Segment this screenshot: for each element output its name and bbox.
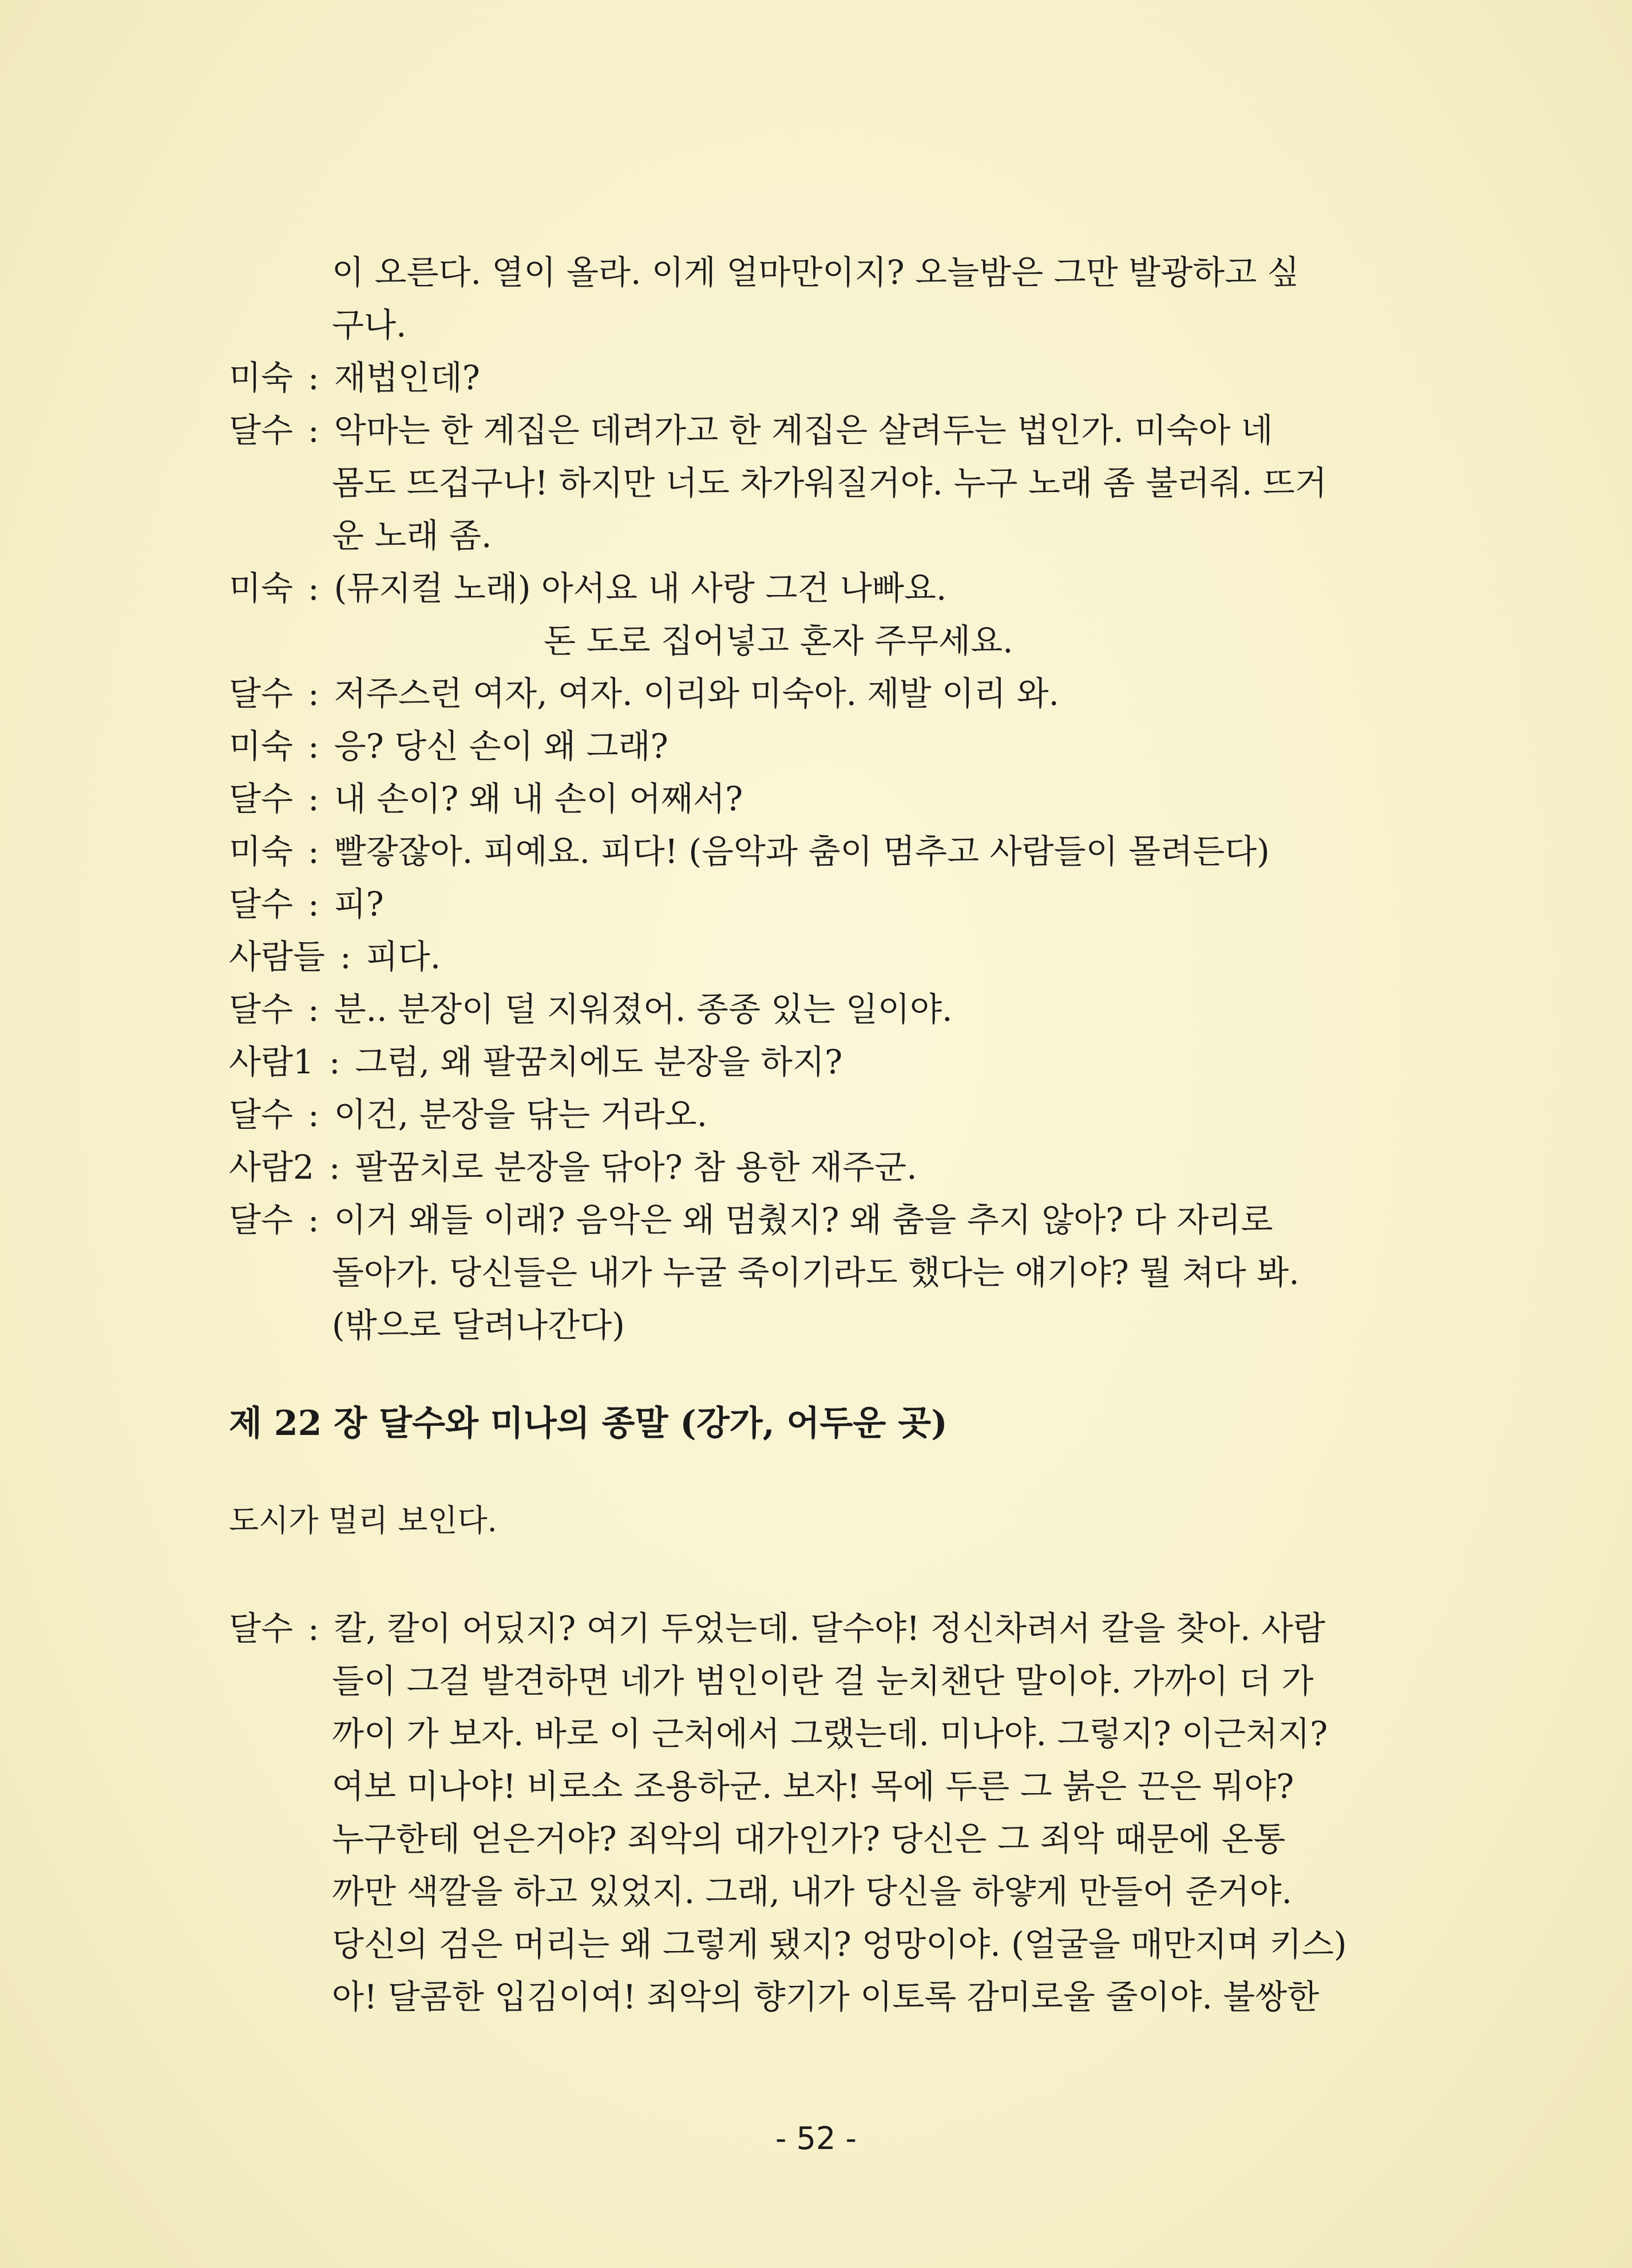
speaker-name: 달수	[229, 674, 294, 713]
dialogue-text: (뮤지컬 노래) 아서요 내 사랑 그건 나빠요.	[334, 569, 947, 608]
dialogue-text: 재법인데?	[334, 358, 480, 397]
continuation-line: (밖으로 달려나간다)	[332, 1306, 625, 1345]
dialogue-text: 내 손이? 왜 내 손이 어째서?	[334, 779, 743, 818]
speaker-separator: :	[308, 411, 319, 450]
song-lyric-line: 돈 도로 집어넣고 혼자 주무세요.	[544, 621, 1013, 660]
continuation-line: 돌아가. 당신들은 내가 누굴 죽이기라도 했다는 얘기야? 뭘 쳐다 봐.	[332, 1253, 1300, 1292]
dialogue-line	[229, 878, 1385, 930]
speaker-name: 달수	[229, 1200, 294, 1239]
continuation-line: 들이 그걸 발견하면 네가 범인이란 걸 눈치챈단 말이야. 가까이 더 가	[332, 1662, 1314, 1700]
spacer	[229, 1547, 1385, 1602]
speaker-separator: :	[308, 832, 319, 871]
dialogue-line	[229, 1141, 1385, 1194]
speaker-separator: :	[308, 727, 319, 766]
dialogue-text: 피?	[334, 885, 384, 923]
dialogue-line	[229, 562, 1385, 614]
continuation-line: 당신의 검은 머리는 왜 그렇게 됐지? 엉망이야. (얼굴을 매만지며 키스)	[332, 1925, 1347, 1964]
dialogue-line	[229, 983, 1385, 1036]
speaker-separator: :	[308, 1200, 319, 1239]
dialogue-text: 팔꿈치로 분장을 닦아? 참 용한 재주군.	[355, 1148, 917, 1187]
speaker-name: 달수	[229, 779, 294, 818]
dialogue-line	[229, 720, 1385, 772]
dialogue-text: 그럼, 왜 팔꿈치에도 분장을 하지?	[355, 1042, 843, 1081]
continuation-line: 이 오른다. 열이 올라. 이게 얼마만이지? 오늘밤은 그만 발광하고 싶	[332, 253, 1300, 292]
dialogue-text: 저주스런 여자, 여자. 이리와 미숙아. 제발 이리 와.	[334, 674, 1059, 713]
speaker-name: 사람1	[229, 1042, 314, 1081]
continuation-line: 몸도 뜨겁구나! 하지만 너도 차가워질거야. 누구 노래 좀 불러줘. 뜨거	[332, 463, 1327, 502]
dialogue-text: 이건, 분장을 닦는 거라오.	[334, 1095, 708, 1134]
speaker-name: 달수	[229, 411, 294, 450]
speaker-separator: :	[308, 1095, 319, 1134]
speaker-name: 달수	[229, 885, 294, 923]
dialogue-text: 빨갛잖아. 피예요. 피다! (음악과 춤이 멈추고 사람들이 몰려든다)	[334, 832, 1270, 871]
dialogue-line	[229, 351, 1385, 404]
dialogue-line	[229, 772, 1385, 825]
speaker-name: 미숙	[229, 358, 294, 397]
speaker-name: 달수	[229, 990, 294, 1029]
speaker-name: 미숙	[229, 727, 294, 766]
script-body	[229, 246, 1385, 2023]
continuation-line: 까이 가 보자. 바로 이 근처에서 그랬는데. 미나야. 그렇지? 이근처지?	[332, 1714, 1328, 1753]
continuation-line: 누구한테 얻은거야? 죄악의 대가인가? 당신은 그 죄악 때문에 온통	[332, 1819, 1286, 1858]
dialogue-line	[229, 1088, 1385, 1141]
dialogue-line	[229, 1602, 1385, 1655]
dialogue-text: 악마는 한 계집은 데려가고 한 계집은 살려두는 법인가. 미숙아 네	[334, 411, 1273, 450]
dialogue-text: 분.. 분장이 덜 지워졌어. 종종 있는 일이야.	[334, 990, 953, 1029]
speaker-separator: :	[308, 779, 319, 818]
continuation-line: 구나.	[332, 306, 407, 344]
dialogue-line	[229, 825, 1385, 878]
dialogue-line	[229, 667, 1385, 720]
speaker-separator: :	[328, 1148, 340, 1187]
dialogue-line	[229, 1036, 1385, 1088]
speaker-name: 미숙	[229, 832, 294, 871]
speaker-name: 사람들	[229, 937, 326, 976]
speaker-name: 달수	[229, 1095, 294, 1134]
dialogue-text: 칼, 칼이 어딨지? 여기 두었는데. 달수야! 정신차려서 칼을 찾아. 사람	[334, 1609, 1325, 1648]
spacer	[229, 1450, 1385, 1494]
speaker-separator: :	[328, 1042, 340, 1081]
speaker-separator: :	[308, 358, 319, 397]
speaker-separator: :	[308, 1609, 319, 1648]
stage-direction: 도시가 멀리 보인다.	[229, 1502, 497, 1539]
dialogue-text: 피다.	[366, 937, 441, 976]
speaker-separator: :	[308, 885, 319, 923]
dialogue-line	[229, 1194, 1385, 1246]
speaker-separator: :	[308, 674, 319, 713]
speaker-separator: :	[308, 990, 319, 1029]
speaker-name: 사람2	[229, 1148, 314, 1187]
continuation-line: 아! 달콤한 입김이여! 죄악의 향기가 이토록 감미로울 줄이야. 불쌍한	[332, 1977, 1320, 2016]
dialogue-line	[229, 930, 1385, 983]
scene-heading: 제 22 장 달수와 미나의 종말 (강가, 어두운 곳)	[229, 1403, 948, 1444]
spacer	[229, 1351, 1385, 1397]
dialogue-text: 응? 당신 손이 왜 그래?	[334, 727, 668, 766]
continuation-line: 운 노래 좀.	[332, 516, 492, 555]
continuation-line: 여보 미나야! 비로소 조용하군. 보자! 목에 두른 그 붉은 끈은 뭐야?	[332, 1767, 1294, 1806]
page-number: - 52 -	[775, 2120, 857, 2156]
speaker-name: 미숙	[229, 569, 294, 608]
speaker-name: 달수	[229, 1609, 294, 1648]
speaker-separator: :	[308, 569, 319, 608]
speaker-separator: :	[340, 937, 351, 976]
dialogue-text: 이거 왜들 이래? 음악은 왜 멈췄지? 왜 춤을 추지 않아? 다 자리로	[334, 1200, 1273, 1239]
continuation-line: 까만 색깔을 하고 있었지. 그래, 내가 당신을 하얗게 만들어 준거야.	[332, 1872, 1292, 1911]
dialogue-line	[229, 404, 1385, 457]
